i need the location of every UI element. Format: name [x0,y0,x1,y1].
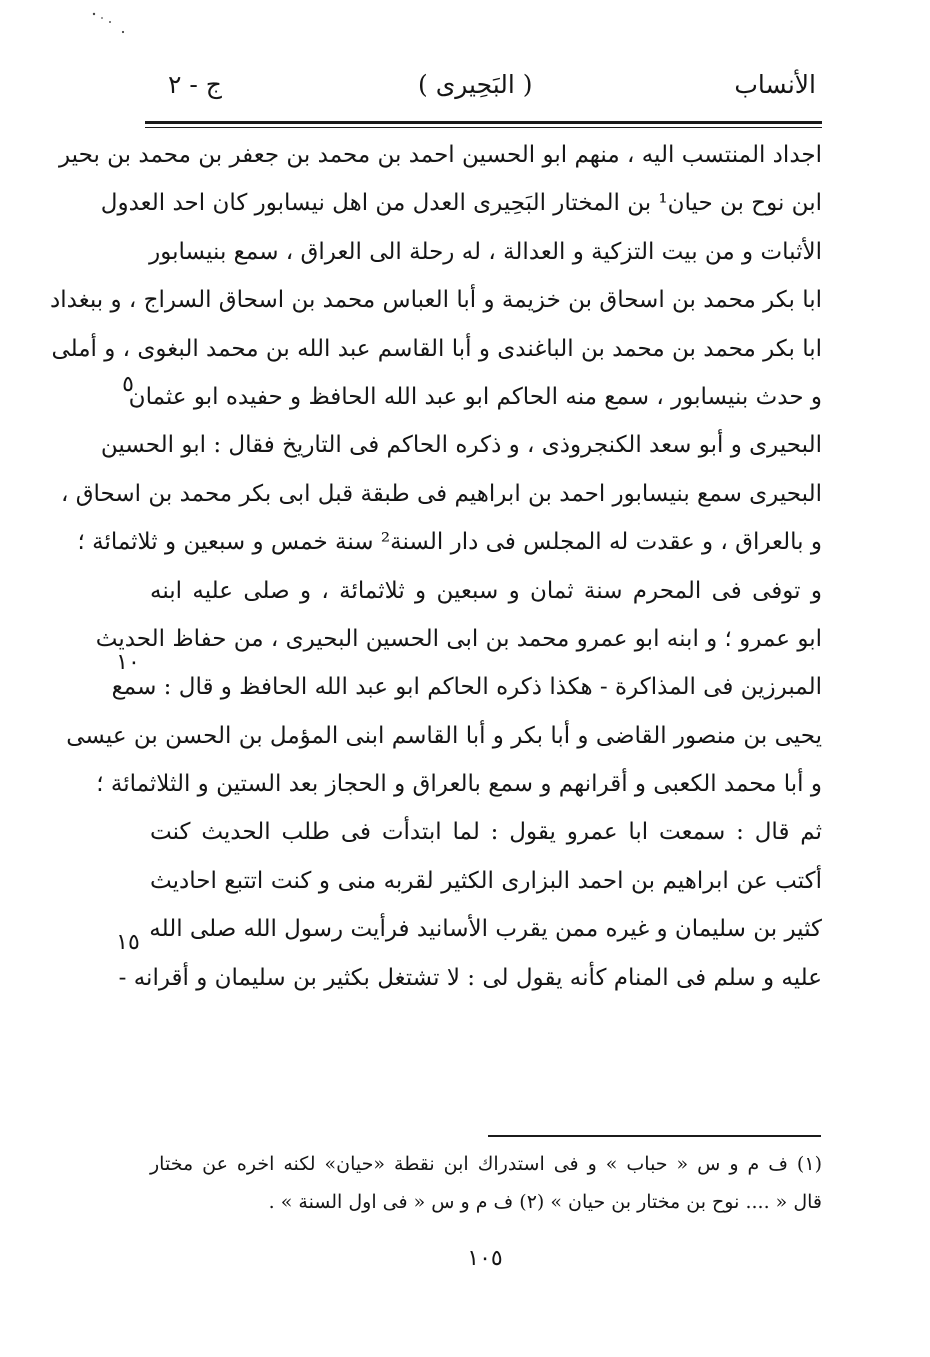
text-line-13: يحيى بن منصور القاضى و أبا بكر و أبا القاسم ابنى المؤمل بن الحسن بن عيسى [66,722,822,749]
line-number-15: ١٥ [116,930,140,955]
footnote-line-2: قال « .... نوح بن مختار بن حيان » (٢) ف م و س « فى اول السنة » . [268,1191,822,1213]
text-line-18: عليه و سلم فى المنام كأنه يقول لى : لا تشتغل بكثير بن سليمان و أقرانه - [118,964,822,991]
text-line-2: ابن نوح بن حيان¹ بن المختار البَحِيرى العدل من اهل نيسابور كان احد العدول [100,190,822,217]
line-number-5: ٥ [122,372,134,397]
footnote-line-1: (١) ف م و س « حباب » و فى استدراك ابن نقطة «حيان» لكنه اخره عن مختار [150,1153,822,1175]
scan-speck-marks [90,8,130,38]
text-line-16: أكتب عن ابراهيم بن احمد البزارى الكثير لقربه منى و كنت اتتبع احاديث [150,867,822,894]
text-line-8: البحيرى سمع بنيسابور احمد بن ابراهيم فى طبقة قبل ابى بكر محمد بن اسحاق ، [60,480,822,507]
text-line-7: البحيرى و أبو سعد الكنجروذى ، و ذكره الحاكم فى التاريخ فقال : ابو الحسين [100,432,822,459]
footnotes [150,1145,822,1221]
line-number-10: ١٠ [116,650,140,675]
text-line-17: كثير بن سليمان و غيره ممن يقرب الأسانيد فرأيت رسول الله صلى الله [149,916,822,943]
text-line-14: و أبا محمد الكعبى و أقرانهم و سمع بالعراق و الحجاز بعد الستين و الثلاثمائة ؛ [96,771,822,798]
text-line-6: و حدث بنيسابور ، سمع منه الحاكم ابو عبد الله الحافظ و حفيده ابو عثمان [128,383,822,410]
text-line-15: ثم قال : سمعت ابا عمرو يقول : لما ابتدأت فى طلب الحديث كنت [150,819,822,846]
text-line-1: اجداد المنتسب اليه ، منهم ابو الحسين احمد بن محمد بن جعفر بن محمد بن بحير [58,142,822,168]
text-line-5: ابا بكر محمد بن محمد بن الباغندى و أبا القاسم عبد الله بن محمد البغوى ، و أملى [51,335,822,362]
book-title: الأنساب [734,70,816,99]
text-line-11: ابو عمرو ؛ و ابنه ابو عمرو محمد بن ابى الحسين البحيرى ، من حفاظ الحديث [95,625,822,652]
entry-title: ( البَحِيرى ) [418,70,533,99]
running-header [140,62,820,116]
header-rule-thick [145,121,822,124]
header-rule-thin [145,127,822,128]
footnote-separator [488,1135,821,1137]
text-line-10: و توفى فى المحرم سنة ثمان و سبعين و ثلاثمائة ، و صلى عليه ابنه [150,577,822,604]
text-line-3: الأثبات و من بيت التزكية و العدالة ، له رحلة الى العراق ، سمع بنيسابور [149,238,822,265]
text-line-4: ابا بكر محمد بن اسحاق بن خزيمة و أبا العباس محمد بن اسحاق السراج ، و ببغداد [50,287,822,314]
page-number: ١٠٥ [467,1246,503,1271]
volume-label: ج - ٢ [168,70,222,99]
text-line-12: المبرزين فى المذاكرة - هكذا ذكره الحاكم ابو عبد الله الحافظ و قال : سمع [111,674,822,701]
text-line-9: و بالعراق ، و عقدت له المجلس فى دار السنة² سنة خمس و سبعين و ثلاثمائة ؛ [77,529,822,556]
